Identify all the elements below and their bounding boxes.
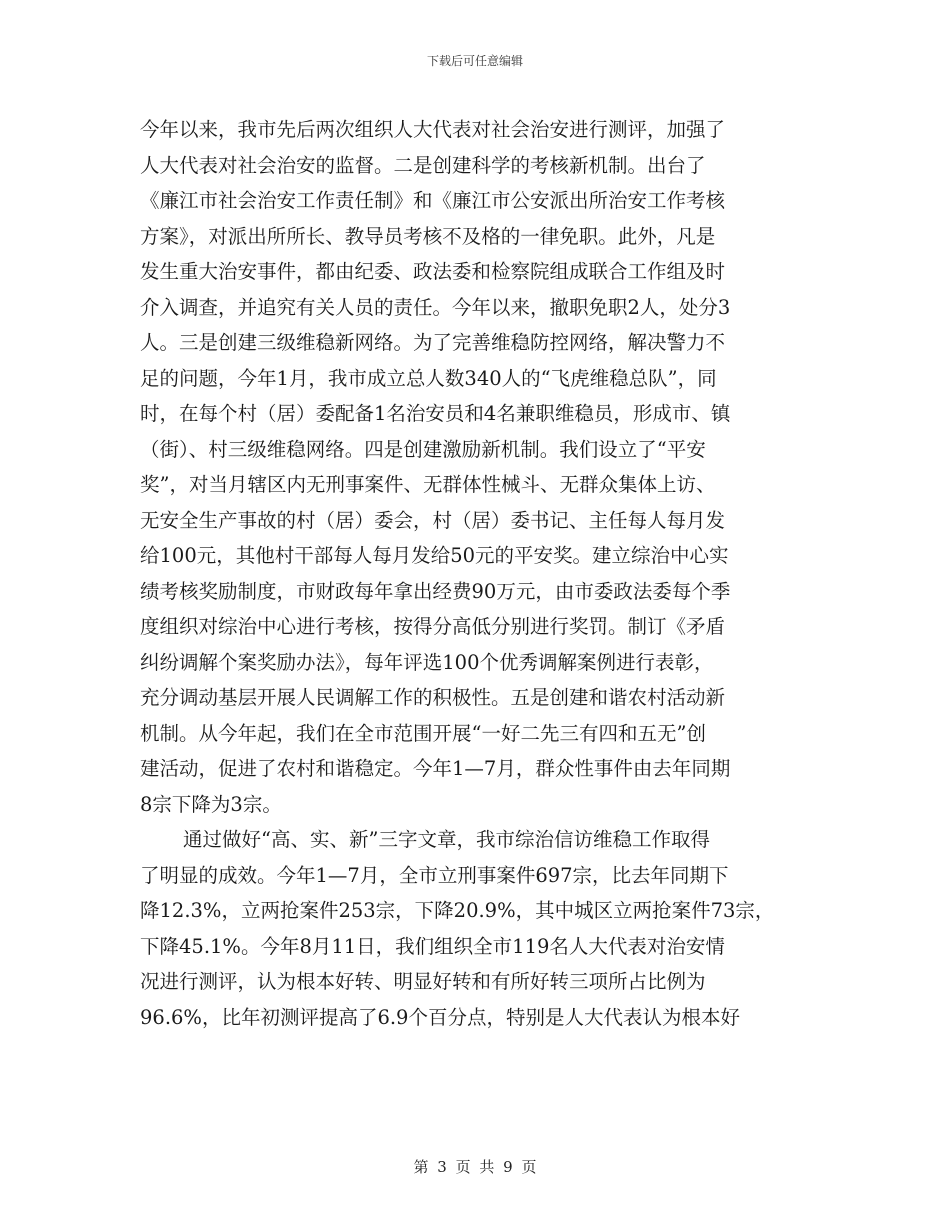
text-line: 足的问题，今年1月，我市成立总人数340人的“飞虎维稳总队”，同 [140,366,717,390]
text-line: 方案》，对派出所所长、教导员考核不及格的一律免职。此外，凡是 [140,224,716,248]
text-line: 充分调动基层开展人民调解工作的积极性。五是创建和谐农村活动新 [140,686,726,709]
text-line: 建活动，促进了农村和谐稳定。今年1—7月，群众性事件由去年同期 [140,757,731,780]
text-line: 绩考核奖励制度，市财政每年拿出经费90万元，由市委政法委每个季 [140,579,731,603]
text-line: 纠纷调解个案奖励办法》，每年评选100个优秀调解案例进行表彰， [140,650,714,674]
text-line: 度组织对综治中心进行考核，按得分高低分别进行奖罚。制订《矛盾 [140,615,726,638]
paragraph-start-line: 通过做好“高、实、新”三字文章，我市综治信访维稳工作取得 [183,828,710,851]
text-line: 今年以来，我市先后两次组织人大代表对社会治安进行测评，加强了 [140,118,726,141]
page-header-note: 下载后可任意编辑 [426,54,523,68]
text-line: 发生重大治安事件，都由纪委、政法委和检察院组成联合工作组及时 [140,260,726,283]
text-line: 96.6%，比年初测评提高了6.9个百分点，特别是人大代表认为根本好 [140,1005,740,1029]
text-line: 了明显的成效。今年1—7月，全市立刑事案件697宗，比去年同期下 [140,863,729,887]
text-line: 下降45.1%。今年8月11日，我们组织全市119名人大代表对治安情 [140,934,725,958]
text-line: 人大代表对社会治安的监督。二是创建科学的考核新机制。出台了 [140,153,706,177]
text-line: 机制。从今年起，我们在全市范围开展“一好二先三有四和五无”创 [140,721,706,745]
text-line: 无安全生产事故的村（居）委会，村（居）委书记、主任每人每月发 [140,508,726,532]
text-line: 奖”，对当月辖区内无刑事案件、无群体性械斗、无群众集体上访、 [140,473,716,496]
text-line: 8宗下降为3宗。 [140,792,282,816]
text-line: 况进行测评，认为根本好转、明显好转和有所好转三项所占比例为 [140,970,706,993]
text-line: 介入调查，并追究有关人员的责任。今年以来，撤职免职2人，处分3 [140,295,731,319]
text-line: 给100元，其他村干部每人每月发给50元的平安奖。建立综治中心实 [140,544,729,567]
text-line: 降12.3%，立两抢案件253宗，下降20.9%，其中城区立两抢案件73宗， [140,899,775,922]
text-line: 人。三是创建三级维稳新网络。为了完善维稳防控网络，解决警力不 [140,331,726,354]
text-line: （街）、村三级维稳网络。四是创建激励新机制。我们设立了“平安 [140,437,706,461]
page-number: 第 3 页 共 9 页 [413,1158,537,1176]
body-text [140,112,830,1035]
text-line: 时，在每个村（居）委配备1名治安员和4名兼职维稳员，形成市、镇 [140,402,731,425]
text-line: 《廉江市社会治安工作责任制》和《廉江市公安派出所治安工作考核 [140,189,726,212]
